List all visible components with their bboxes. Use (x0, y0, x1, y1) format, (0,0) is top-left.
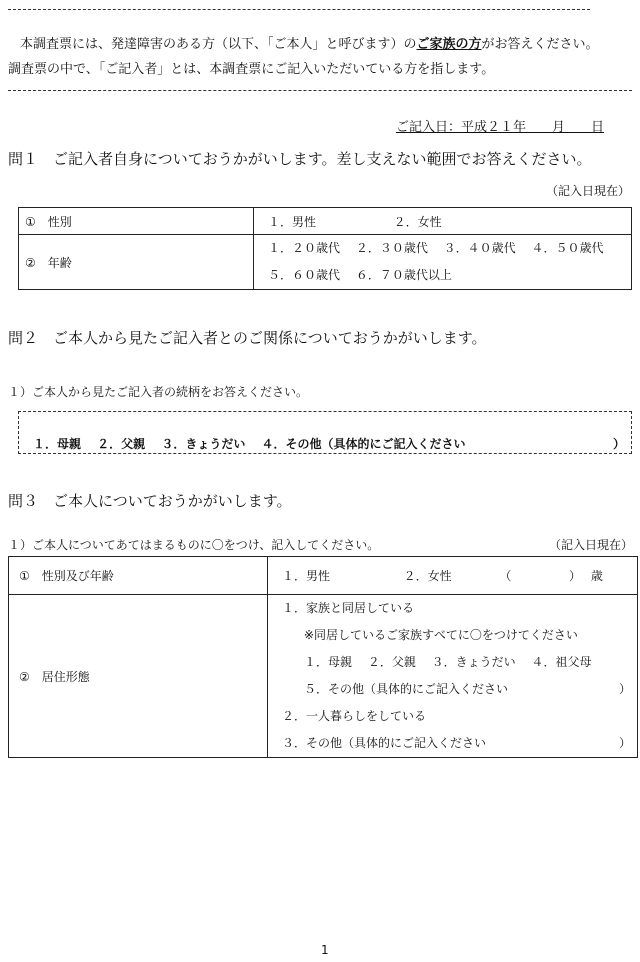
q3-row-residence-options[interactable] (268, 595, 638, 758)
q2-close-paren: ） (612, 437, 625, 451)
q3-residence-note: ※同居しているご家族すべてに〇をつけてください (304, 628, 578, 642)
q1-age-options-line-2[interactable]: ５．６０歳代 ６．７０歳代以上 (268, 268, 452, 282)
intro-emphasis-family: ご家族の方 (416, 37, 482, 52)
q3-table (8, 556, 638, 758)
q3-age-paren-close: ） (569, 569, 582, 583)
q1-gender-label-text: ① 性別 (25, 214, 72, 229)
q1-row-age-options[interactable] (254, 235, 632, 290)
q3-gender-option-female[interactable]: ２．女性 (403, 569, 452, 583)
q2-sub1: １）ご本人から見たご記入者の続柄をお答えください。 (8, 385, 309, 399)
q3-title: 問３ ご本人についておうかがいします。 (8, 492, 292, 510)
q1-row-gender-options[interactable] (254, 208, 632, 235)
intro-line-1-part-c: がお答えください。 (481, 37, 599, 52)
intro-line-1 (20, 33, 599, 52)
intro-line-2: 調査票の中で、「ご記入者」とは、本調査票にご記入いただいている方を指します。 (8, 62, 495, 77)
q3-residence-option-other-text[interactable]: ３．その他（具体的にご記入ください (282, 736, 487, 750)
q3-row-residence-label (9, 595, 268, 758)
q3-gender-option-male[interactable]: １．男性 (282, 569, 331, 583)
q1-row-age-label (19, 235, 254, 290)
q3-residence-option-with-family[interactable]: １．家族と同居している (282, 601, 415, 615)
q3-row-gender-age-label (9, 557, 268, 595)
q3-residence-family-other[interactable] (282, 676, 637, 703)
q1-age-label-text: ② 年齢 (25, 255, 72, 270)
q3-residence-family-other-text[interactable]: ５．その他（具体的にご記入ください (304, 682, 509, 696)
q3-residence-option-alone[interactable]: ２．一人暮らしをしている (282, 709, 427, 723)
q1-gender-option-male[interactable]: １．男性 (268, 214, 317, 229)
q3-row-gender-age-options[interactable] (268, 557, 638, 595)
entry-date-line (396, 116, 604, 135)
intro-line-1-part-a: 本調査票には、発達障害のある方（以下、「ご本人」と呼びます）の (20, 37, 417, 52)
page-number: 1 (321, 943, 329, 957)
q3-age-unit: 歳 (590, 569, 603, 583)
q3-residence-family-other-close: ） (618, 682, 631, 696)
q2-answer-box[interactable] (18, 411, 632, 454)
q1-title: 問１ ご記入者自身についておうかがいします。差し支えない範囲でお答えください。 (8, 150, 592, 168)
q3-residence-family-members[interactable]: １．母親 ２．父親 ３．きょうだい ４．祖父母 (304, 655, 592, 669)
q3-gender-age-label-text: ① 性別及び年齢 (19, 569, 114, 583)
q3-as-of-note: （記入日現在） (549, 538, 634, 552)
q3-residence-label-text: ② 居住形態 (19, 669, 90, 684)
top-dashed-rule (8, 9, 590, 10)
q1-gender-option-female[interactable]: ２．女性 (393, 214, 442, 229)
q3-sub1: １）ご本人についてあてはまるものに〇をつけ、記入してください。 (8, 538, 380, 552)
q3-residence-option-other[interactable] (282, 730, 637, 757)
intro-bottom-dashed-rule (8, 90, 632, 91)
q2-title: 問２ ご本人から見たご記入者とのご関係についておうかがいします。 (8, 329, 487, 347)
q2-relation-options[interactable]: １．母親 ２．父親 ３．きょうだい ４．その他（具体的にご記入ください (33, 437, 466, 451)
q3-residence-option-other-close: ） (618, 736, 631, 750)
q1-row-gender-label (19, 208, 254, 235)
q1-as-of-note: （記入日現在） (546, 184, 631, 198)
q1-table (18, 207, 632, 290)
q1-age-options-line-1[interactable]: １．２０歳代 ２．３０歳代 ３．４０歳代 ４．５０歳代 (268, 241, 604, 255)
q3-age-paren-open: （ (499, 569, 512, 583)
entry-date-text: ご記入日：平成２１年 月 日 (396, 120, 605, 135)
